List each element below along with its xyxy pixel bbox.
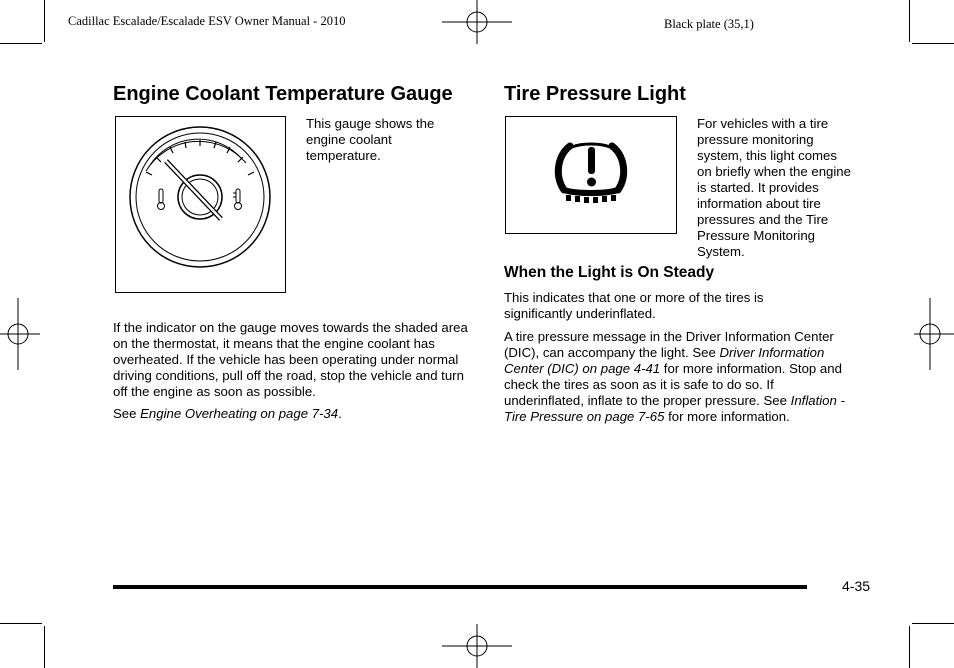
dic-reference-link[interactable]: Driver Information Center (DIC) on page 4-41	[504, 345, 825, 376]
caption-line: Pressure Monitoring	[697, 228, 816, 243]
coolant-caption	[306, 116, 481, 164]
dic-text-part: A tire pressure message in the Driver Information Center (DIC), can accompany the light. See	[504, 329, 834, 360]
section-heading-tire-pressure: Tire Pressure Light	[504, 83, 686, 105]
running-header-title: Cadillac Escalade/Escalade ESV Owner Manual - 2010	[68, 14, 346, 28]
tire-pressure-figure	[505, 116, 677, 234]
registration-target-icon	[0, 298, 40, 370]
registration-target-icon	[442, 624, 512, 668]
caption-line: temperature.	[306, 148, 381, 163]
dic-paragraph	[504, 329, 854, 425]
caption-line: For vehicles with a tire	[697, 116, 829, 131]
registration-target-icon	[442, 0, 512, 44]
dic-text-part: for more information.	[664, 409, 790, 424]
tire-pressure-caption	[697, 116, 877, 260]
coolant-temperature-gauge-icon	[116, 117, 285, 292]
caption-line: system, this light comes	[697, 148, 837, 163]
dic-text-part: for more information. Stop and check the tires as soon as it is safe to do so. If underinflated, inflate to the proper pressure. See	[504, 361, 842, 408]
registration-target-icon	[914, 298, 954, 370]
footer-rule	[113, 585, 807, 589]
page-number: 4-35	[842, 578, 871, 594]
caption-line: pressure monitoring	[697, 132, 814, 147]
tire-pressure-warning-icon	[506, 117, 676, 233]
engine-overheating-link[interactable]: Engine Overheating on page 7-34	[140, 406, 339, 421]
caption-line: engine coolant	[306, 132, 392, 147]
caption-line: pressures and the Tire	[697, 212, 829, 227]
coolant-gauge-figure	[115, 116, 286, 293]
subheading-light-on-steady: When the Light is On Steady	[504, 264, 715, 281]
see-suffix: .	[338, 406, 342, 421]
section-heading-coolant: Engine Coolant Temperature Gauge	[113, 83, 453, 105]
caption-line: This gauge shows the	[306, 116, 435, 131]
caption-line: information about tire	[697, 196, 821, 211]
coolant-paragraph: If the indicator on the gauge moves towards the shaded area on the thermostat, it means that the engine coolant has overheated. If the vehicle has been operating under normal driving conditions, pull off the road, stop the vehicle and turn off the engine as soon as possible.	[113, 320, 468, 399]
running-header-plate: Black plate (35,1)	[664, 17, 754, 31]
see-prefix: See	[113, 406, 141, 421]
steady-light-paragraph: This indicates that one or more of the tires is significantly underinflated.	[504, 290, 764, 321]
caption-line: on briefly when the engine	[697, 164, 851, 179]
coolant-see-reference	[113, 406, 479, 422]
caption-line: System.	[697, 244, 745, 259]
inflation-reference-link[interactable]: Inflation - Tire Pressure on page 7-65	[504, 393, 845, 424]
caption-line: is started. It provides	[697, 180, 819, 195]
